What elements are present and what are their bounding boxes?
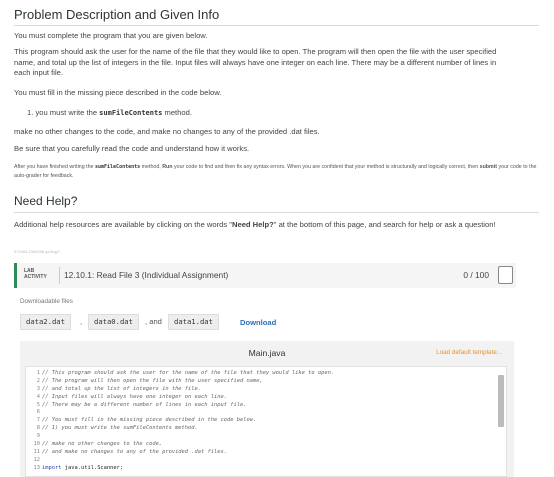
line-number: 8 [36, 425, 40, 432]
problem-description: This program should ask the user for the name of the file that they would like to open. The program will then open the file with the user specified name, and total up the list of integers in the file. Input files will always have one integer on each line. There may be a different number of lines in each input file. [14, 47, 497, 78]
note-run: Run [162, 164, 173, 170]
line-number: 5 [36, 401, 40, 408]
note-part-b: method, [140, 164, 163, 170]
score-badge-icon [498, 266, 513, 284]
file-separator: , [80, 317, 83, 326]
note-part-a: After you have finished writing the [14, 164, 95, 170]
line-number: 4 [36, 393, 40, 400]
file-data1[interactable]: data1.dat [168, 314, 219, 330]
requirement-suffix: method. [162, 108, 192, 117]
divider [14, 212, 539, 213]
load-default-template-link[interactable]: Load default template... [436, 349, 502, 356]
help-text [14, 220, 514, 231]
help-text-a: Additional help resources are available by clicking on the words " [14, 220, 232, 229]
divider [14, 25, 539, 26]
code-line [42, 409, 334, 417]
code-area[interactable] [25, 366, 507, 477]
fill-in-instruction: You must fill in the missing piece described in the code below. [14, 88, 222, 97]
code-line-import [42, 465, 334, 473]
line-number: 6 [36, 409, 40, 416]
requirement-method: sumFileContents [99, 109, 163, 117]
lab-activity-bar [14, 263, 516, 288]
need-help-heading: Need Help? [14, 194, 78, 208]
line-number: 13 [33, 464, 40, 471]
note-part-d: your code to the auto-grader for feedback. [14, 164, 537, 179]
code-line [42, 457, 334, 465]
note-part-c: your code to find and then fix any syntax errors. When you are confident that your method is structurally and logically correct, then [172, 164, 480, 170]
download-link[interactable]: Download [240, 318, 277, 327]
code-line: // The program will then open the file with the user specified name, [42, 377, 263, 384]
lab-activity-tag [24, 268, 47, 280]
editor-scrollbar[interactable] [498, 375, 504, 427]
downloadable-files-label: Downloadable files [20, 298, 73, 305]
code-line: // You must fill in the missing piece described in the code below. [42, 417, 257, 424]
lab-tag-line2: ACTIVITY [24, 274, 47, 280]
code-line: // This program should ask the user for the name of the file that they would like to open. [42, 370, 335, 376]
requirement-item [27, 108, 192, 117]
line-number-gutter [26, 370, 40, 473]
lab-separator [59, 267, 60, 284]
no-changes-instruction: make no other changes to the code, and make no changes to any of the provided .dat files. [14, 127, 320, 136]
activity-id: 374454.2389058.qx3zqy7 [14, 249, 61, 254]
line-number: 2 [36, 377, 40, 384]
problem-intro: You must complete the program that you are given below. [14, 31, 208, 40]
note-method: sumFileContents [94, 164, 141, 170]
line-number: 9 [36, 433, 40, 440]
note-submit: submit [479, 164, 497, 170]
file-data2[interactable]: data2.dat [20, 314, 71, 330]
lab-score: 0 / 100 [463, 270, 489, 280]
line-number: 3 [36, 385, 40, 392]
run-submit-note [14, 163, 539, 181]
code-editor-panel [20, 341, 514, 477]
line-number: 11 [33, 448, 40, 455]
read-code-instruction: Be sure that you carefully read the code and understand how it works. [14, 144, 250, 153]
requirement-prefix: 1. you must write the [27, 108, 100, 117]
code-line: // make no other changes to the code, [42, 441, 163, 448]
line-number: 10 [33, 441, 40, 448]
code-line [42, 433, 334, 441]
line-number: 12 [33, 456, 40, 463]
import-target: java.util.Scanner; [64, 464, 124, 471]
code-line: // There may be a different number of lines in each input file. [42, 401, 247, 408]
code-line: // Input files will always have one integer on each line. [42, 393, 227, 400]
code-line: // and make no changes to any of the provided .dat files. [42, 448, 227, 455]
file-data0[interactable]: data0.dat [88, 314, 139, 330]
help-text-b: " at the bottom of this page, and search for help or ask a question! [273, 220, 496, 229]
import-keyword: import [42, 464, 62, 471]
code-lines [42, 370, 334, 473]
problem-heading: Problem Description and Given Info [14, 7, 220, 22]
file-separator-and: , and [145, 317, 162, 326]
help-text-bold: Need Help? [231, 220, 274, 229]
lab-tag-line1: LAB [24, 268, 35, 274]
line-number: 7 [36, 417, 40, 424]
lab-title: 12.10.1: Read File 3 (Individual Assignment) [64, 270, 229, 280]
code-line: // and total up the list of integers in the file. [42, 385, 202, 392]
code-line: // 1) you must write the sumFileContents method. [42, 425, 198, 432]
line-number: 1 [36, 370, 40, 376]
editor-filename: Main.java [248, 348, 286, 358]
